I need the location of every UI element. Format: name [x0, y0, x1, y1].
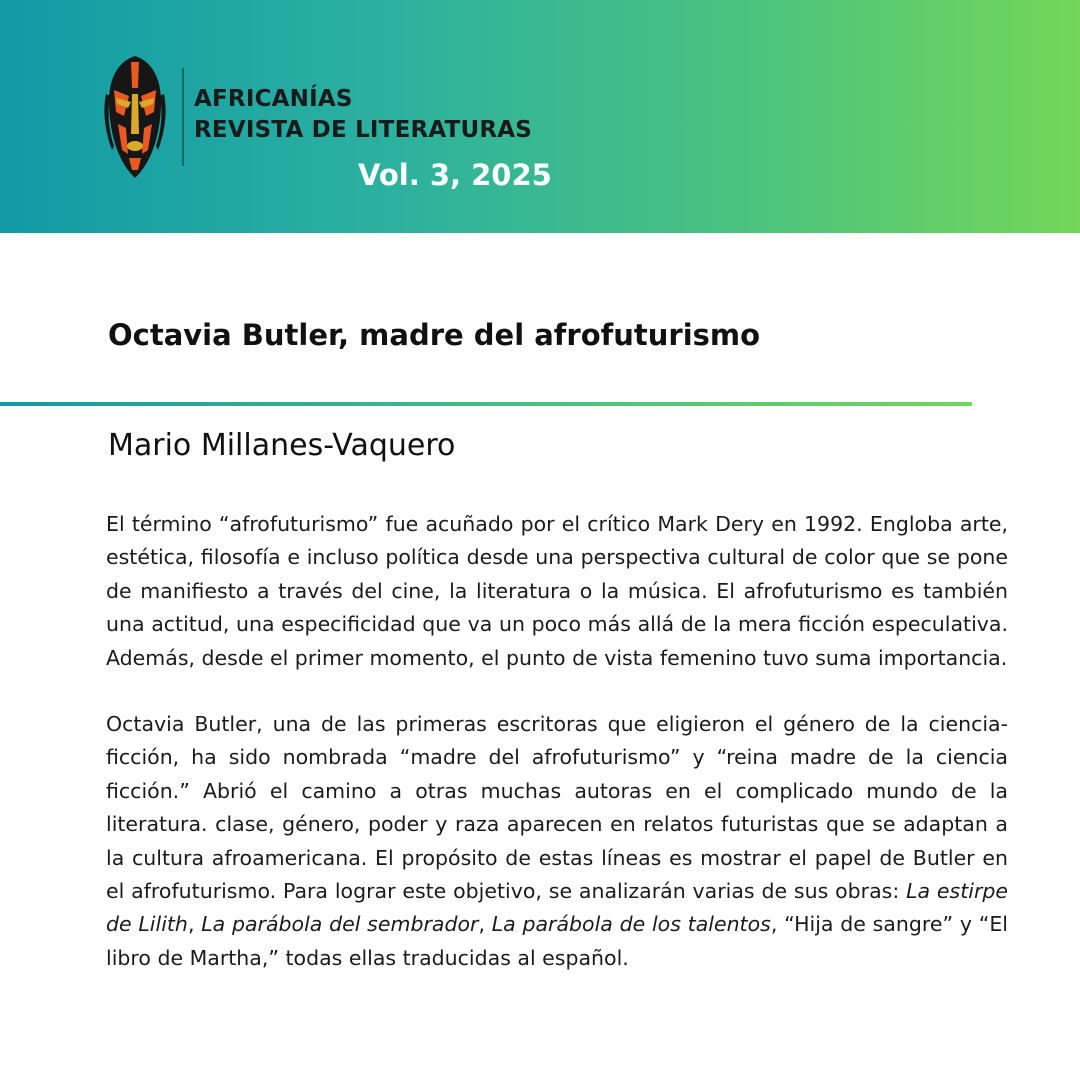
journal-name [194, 84, 532, 146]
work-title-3: La parábola de los talentos [491, 912, 771, 937]
work-title-1: La estirpe de Lilith [106, 879, 1008, 937]
paragraph-1: El término “afrofuturismo” fue acuñado por el crítico Mark Dery en 1992. Engloba arte, estética, filosofía e incluso política desde una perspectiva cultural de color que se pone de manifiesto a través del cine, la literatura o la música. El afrofuturismo es también una actitud, una especificidad que va un poco más allá de la mera ficción especulativa. Además, desde el primer momento, el punto de vista femenino tuvo suma importancia. [106, 512, 1008, 670]
article-body [106, 508, 1008, 1008]
journal-name-line2: REVISTA DE LITERATURAS [194, 117, 533, 143]
volume-label: Vol. 3, 2025 [358, 158, 552, 192]
logo-divider [182, 68, 184, 166]
paragraph-2-outro: , “Hija de sangre” y “El libro de Martha,” todas ellas traducidas al español. [106, 912, 1008, 970]
paragraph-2 [106, 708, 1008, 975]
journal-name-line1: AFRICANÍAS [194, 86, 353, 112]
work-title-2: La parábola del sembrador [201, 912, 479, 937]
article-author: Mario Millanes-Vaquero [108, 428, 456, 463]
header-banner [0, 0, 1080, 233]
paragraph-2-intro: Octavia Butler, una de las primeras escritoras que eligieron el género de la ciencia-ficción, ha sido nombrada “madre del afrofuturismo” y “reina madre de la ciencia ficción.” Abrió el camino a otras muchas autoras en el complicado mundo de la literatura. clase, género, poder y raza aparecen en relatos futuristas que se adaptan a la cultura afroamericana. El propósito de estas líneas es mostrar el papel de Butler en el afrofuturismo. Para lograr este objetivo, se analizarán varias de sus obras: [106, 712, 1008, 904]
tribal-mask-icon [104, 54, 166, 180]
article-title: Octavia Butler, madre del afrofuturismo [108, 318, 761, 352]
separator-1: , [187, 912, 202, 937]
title-divider [0, 402, 972, 406]
separator-2: , [478, 912, 492, 937]
